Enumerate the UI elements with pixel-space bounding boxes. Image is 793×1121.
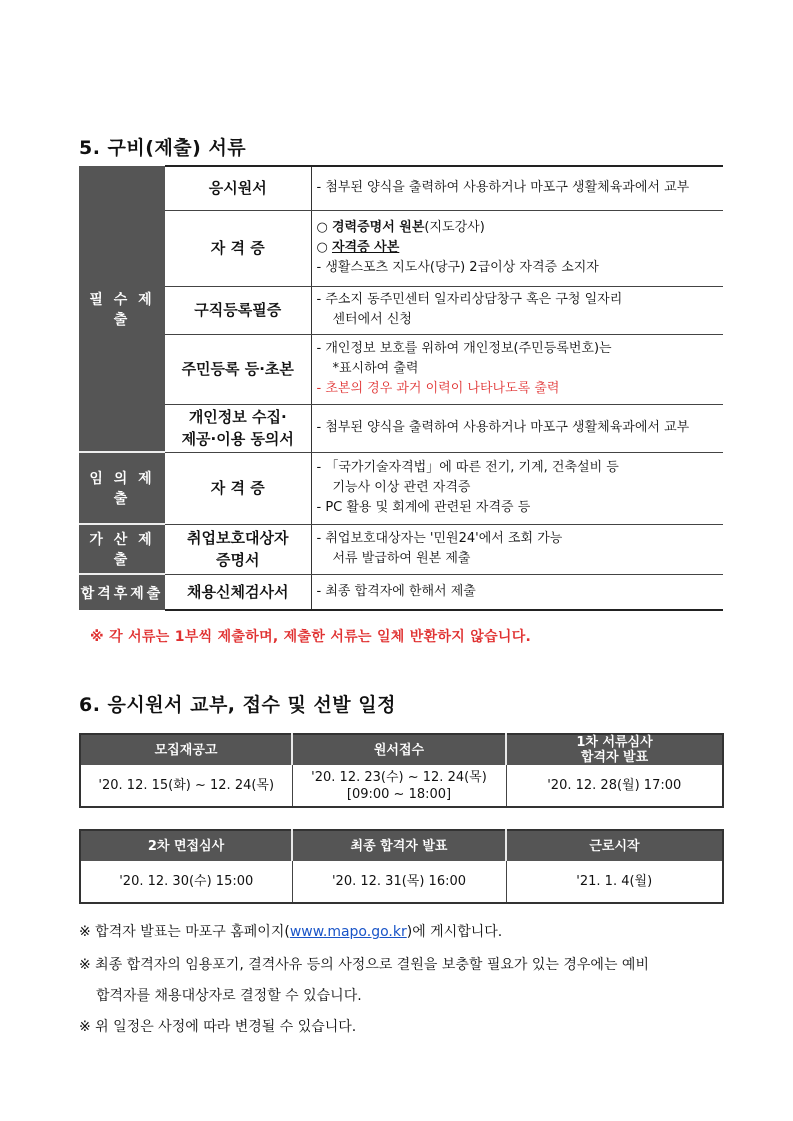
note-schedule-change: ※ 위 일정은 사정에 따라 변경될 수 있습니다. xyxy=(79,1019,357,1035)
item-description: - 「국가기술자격법」에 따른 전기, 기계, 건축설비 등 기능사 이상 관련 자격증 - PC 활용 및 회계에 관련된 자격증 등 xyxy=(311,452,723,524)
header-work-start: 근로시작 xyxy=(506,830,723,861)
header-interview: 2차 면접심사 xyxy=(80,830,292,861)
first-result-date: '20. 12. 28(월) 17:00 xyxy=(506,765,723,807)
item-description: - 취업보호대상자는 '민원24'에서 조회 가능 서류 발급하여 원본 제출 xyxy=(311,524,723,574)
table-row xyxy=(80,765,723,807)
table-row xyxy=(79,574,723,610)
table-row xyxy=(79,404,723,452)
table-row xyxy=(79,166,723,210)
item-certificate: 자 격 증 xyxy=(165,210,311,286)
item-description: - 주소지 동주민센터 일자리상담창구 혹은 구청 일자리 센터에서 신청 xyxy=(311,286,723,334)
table-row xyxy=(79,210,723,286)
item-application-form: 응시원서 xyxy=(165,166,311,210)
item-description: - 첨부된 양식을 출력하여 사용하거나 마포구 생활체육과에서 교부 xyxy=(311,404,723,452)
item-description: - 첨부된 양식을 출력하여 사용하거나 마포구 생활체육과에서 교부 xyxy=(311,166,723,210)
item-resident-registration: 주민등록 등·초본 xyxy=(165,334,311,404)
documents-table xyxy=(79,165,723,611)
note-announcement: ※ 합격자 발표는 마포구 홈페이지(www.mapo.go.kr)에 게시합니다. xyxy=(79,924,503,940)
table-header-row xyxy=(80,734,723,765)
table-row xyxy=(79,524,723,574)
note-reserve: ※ 최종 합격자의 임용포기, 결격사유 등의 사정으로 결원을 보충할 필요가 있는 경우에는 예비 xyxy=(79,957,649,973)
homepage-link[interactable]: www.mapo.go.kr xyxy=(289,924,407,940)
item-description: - 최종 합격자에 한해서 제출 xyxy=(311,574,723,610)
note-reserve-cont: 합격자를 채용대상자로 결정할 수 있습니다. xyxy=(96,988,362,1004)
table-row xyxy=(79,286,723,334)
final-result-date: '20. 12. 31(목) 16:00 xyxy=(292,861,506,903)
item-protection-certificate: 취업보호대상자 증명서 xyxy=(165,524,311,574)
category-optional: 임 의 제 출 xyxy=(79,452,165,524)
application-period: '20. 12. 23(수) ~ 12. 24(목) [09:00 ~ 18:00] xyxy=(292,765,506,807)
item-optional-certificate: 자 격 증 xyxy=(165,452,311,524)
section-5-title: 5. 구비(제출) 서류 xyxy=(79,137,247,159)
item-health-check: 채용신체검사서 xyxy=(165,574,311,610)
header-re-announcement: 모집재공고 xyxy=(80,734,292,765)
work-start-date: '21. 1. 4(월) xyxy=(506,861,723,903)
item-job-registration: 구직등록필증 xyxy=(165,286,311,334)
category-after-pass: 합격후제출 xyxy=(79,574,165,610)
table-row xyxy=(79,334,723,404)
table-header-row xyxy=(80,830,723,861)
header-application-receipt: 원서접수 xyxy=(292,734,506,765)
section-6-title: 6. 응시원서 교부, 접수 및 선발 일정 xyxy=(79,694,396,716)
category-bonus: 가 산 제 출 xyxy=(79,524,165,574)
header-first-screening: 1차 서류심사 합격자 발표 xyxy=(506,734,723,765)
table-row xyxy=(80,861,723,903)
item-description: ○ 경력증명서 원본(지도강사) ○ 자격증 사본 - 생활스포츠 지도사(당구) 2급이상 자격증 소지자 xyxy=(311,210,723,286)
header-final-result: 최종 합격자 발표 xyxy=(292,830,506,861)
re-announcement-period: '20. 12. 15(화) ~ 12. 24(목) xyxy=(98,778,275,793)
interview-date: '20. 12. 30(수) 15:00 xyxy=(119,874,254,889)
table-row xyxy=(79,452,723,524)
documents-notice: ※ 각 서류는 1부씩 제출하며, 제출한 서류는 일체 반환하지 않습니다. xyxy=(90,629,532,645)
category-required: 필 수 제 출 xyxy=(79,166,165,452)
item-privacy-consent: 개인정보 수집· 제공·이용 동의서 xyxy=(165,404,311,452)
schedule-table-1 xyxy=(79,733,724,808)
schedule-table-2 xyxy=(79,829,724,904)
item-description: - 개인정보 보호를 위하여 개인정보(주민등록번호)는 *표시하여 출력 - 초본의 경우 과거 이력이 나타나도록 출력 xyxy=(311,334,723,404)
